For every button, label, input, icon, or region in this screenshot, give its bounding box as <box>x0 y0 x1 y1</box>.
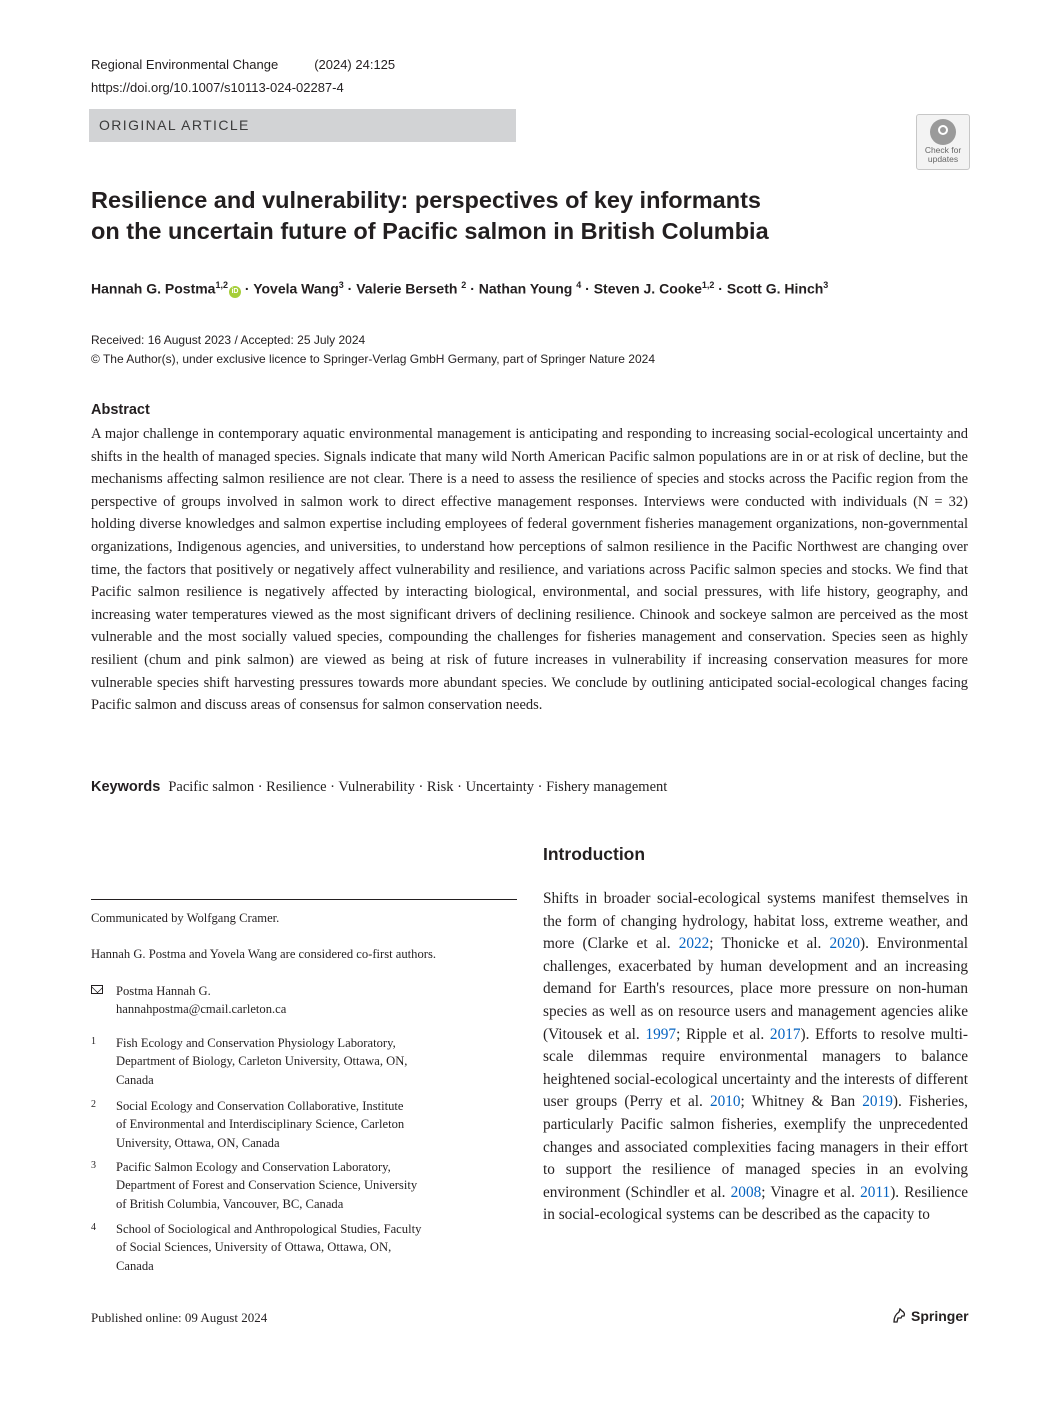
springer-horse-icon <box>891 1308 907 1324</box>
co-first-note: Hannah G. Postma and Yovela Wang are considered co-first authors. <box>91 947 436 961</box>
copyright-line: © The Author(s), under exclusive licence to Springer-Verlag GmbH Germany, part of Springer Nature 2024 <box>91 352 655 366</box>
citation-link[interactable]: 2008 <box>730 1183 762 1201</box>
article-type-bar <box>89 109 516 142</box>
author[interactable]: Hannah G. Postma <box>91 280 216 297</box>
affiliation: Fish Ecology and Conservation Physiology Laboratory, Department of Biology, Carleton University, Ottawa, ON, Canada <box>116 1036 408 1087</box>
corresponding-name: Postma Hannah G. <box>116 984 211 998</box>
author[interactable]: Scott G. Hinch <box>726 280 824 297</box>
author[interactable]: Steven J. Cooke <box>593 280 702 297</box>
citation-link[interactable]: 2017 <box>769 1025 801 1043</box>
affiliation-number: 3 <box>91 1160 96 1171</box>
springer-logo: Springer <box>891 1308 969 1324</box>
author[interactable]: Nathan Young <box>478 280 573 297</box>
citation-link[interactable]: 2022 <box>678 935 710 953</box>
author[interactable]: Valerie Berseth <box>356 280 458 297</box>
keywords-list: Pacific salmon · Resilience · Vulnerability · Risk · Uncertainty · Fishery management <box>168 779 668 795</box>
journal-volume: (2024) 24:125 <box>314 57 396 72</box>
affiliation-number: 4 <box>91 1222 96 1233</box>
communicated-by: Communicated by Wolfgang Cramer. <box>91 911 280 925</box>
published-online: Published online: 09 August 2024 <box>91 1310 268 1325</box>
check-updates-icon <box>930 119 956 145</box>
keywords <box>91 779 667 796</box>
introduction-heading: Introduction <box>543 844 646 864</box>
corresponding-email[interactable]: hannahpostma@cmail.carleton.ca <box>116 1002 287 1017</box>
envelope-icon <box>91 985 103 994</box>
received-accepted-dates: Received: 16 August 2023 / Accepted: 25 July 2024 <box>91 333 366 347</box>
abstract-text: A major challenge in contemporary aquatic environmental management is anticipating and responding to increasing social-ecological uncertainty and shifts in the health of managed species. Signals indicate that many wild North American Pacific salmon populations are in or at risk of decline, but the mechanisms affecting salmon resilience are not clear. There is a need to assess the resilience of species and stocks across the Pacific region from the perspective of groups involved in salmon work to direct effective management responses. Interviews were conducted with individuals (N = 32) holding diverse knowledges and salmon expertise including employees of federal government fisheries management organizations, non-governmental organizations, Indigenous agencies, and universities, to understand how perceptions of salmon resilience in the Pacific Northwest are changing over time, the factors that positively or negatively affect vulnerability and resilience, and variations across Pacific salmon species and stocks. We find that Pacific salmon resilience is negatively affected by interacting biological, environmental, and social pressures, with life history, geography, and increasing water temperatures viewed as the most significant drivers of declining resilience. Chinook and sockeye salmon are perceived as the most vulnerable and the most socially valued species, compounding the challenges for fisheries management and conservation. Species seen as highly resilient (chum and pink salmon) are viewed as being at risk of future increases in vulnerability if increasing conservation measures for more vulnerable species shift harvesting pressures towards more abundant species. We conclude by outlining anticipated social-ecological changes facing Pacific salmon and discuss areas of consensus for salmon conservation needs. <box>91 426 968 714</box>
abstract-heading: Abstract <box>91 402 150 418</box>
introduction-text: Shifts in broader social-ecological systems manifest themselves in the form of changing hydrology, habitat loss, extreme weather, and more (Clarke et al. 2022; Thonicke et al. 2020). Environmental challenges, exacerbated by human development and an increasing demand for Earth's resources, place more pressure on non-human species as well as on resource users and management agencies alike (Vitousek et al. 1997; Ripple et al. 2017). Efforts to resolve multi-scale dilemmas require environmental managers to balance heightened social-ecological uncertainty and the interests of different user groups (Perry et al. 2010; Whitney & Ban 2019). Fisheries, particularly Pacific salmon fisheries, exemplify the unprecedented changes and associated complexities facing managers in their effort to support the resilience of managed species in an evolving environment (Schindler et al. 2008; Vinagre et al. 2011). Resilience in social-ecological systems can be described as the capacity to <box>543 890 968 1224</box>
affiliation-number: 1 <box>91 1036 96 1047</box>
citation-link[interactable]: 2011 <box>860 1183 891 1201</box>
footnote-divider <box>91 899 517 900</box>
corresponding-author <box>116 982 286 1019</box>
keywords-label: Keywords <box>91 779 161 795</box>
author-list: Hannah G. Postma$^{1,2}$iD · Yovela Wang$^3$ · Valerie Berseth $^2$ · Nathan Young $^4$ · Steven J. Cooke$^{1,2}$ · Scott G. Hinch$^3$ <box>91 280 829 297</box>
citation-link[interactable]: 2010 <box>709 1093 741 1111</box>
journal-name: Regional Environmental Change <box>91 57 279 72</box>
affiliation: Social Ecology and Conservation Collaborative, Institute of Environmental and Interdisciplinary Science, Carleton University, Ottawa, ON, Canada <box>116 1099 405 1150</box>
orcid-icon[interactable]: iD <box>229 286 241 298</box>
check-for-updates-badge[interactable]: Check for updates <box>916 114 970 170</box>
article-title: Resilience and vulnerability: perspectives of key informants on the uncertain future of Pacific salmon in British Columbia <box>91 187 769 244</box>
affiliation-number: 2 <box>91 1099 96 1110</box>
author[interactable]: Yovela Wang <box>253 280 339 297</box>
article-type: ORIGINAL ARTICLE <box>99 117 250 133</box>
affiliation: Pacific Salmon Ecology and Conservation Laboratory, Department of Forest and Conservation Science, University of British Columbia, Vancouver, BC, Canada <box>116 1160 418 1211</box>
citation-link[interactable]: 1997 <box>645 1025 677 1043</box>
citation-link[interactable]: 2020 <box>829 935 861 953</box>
journal-line <box>91 57 395 72</box>
doi-link[interactable]: https://doi.org/10.1007/s10113-024-02287-4 <box>91 80 344 95</box>
affiliation: School of Sociological and Anthropological Studies, Faculty of Social Sciences, University of Ottawa, Ottawa, ON, Canada <box>116 1222 422 1273</box>
citation-link[interactable]: 2019 <box>862 1093 893 1111</box>
